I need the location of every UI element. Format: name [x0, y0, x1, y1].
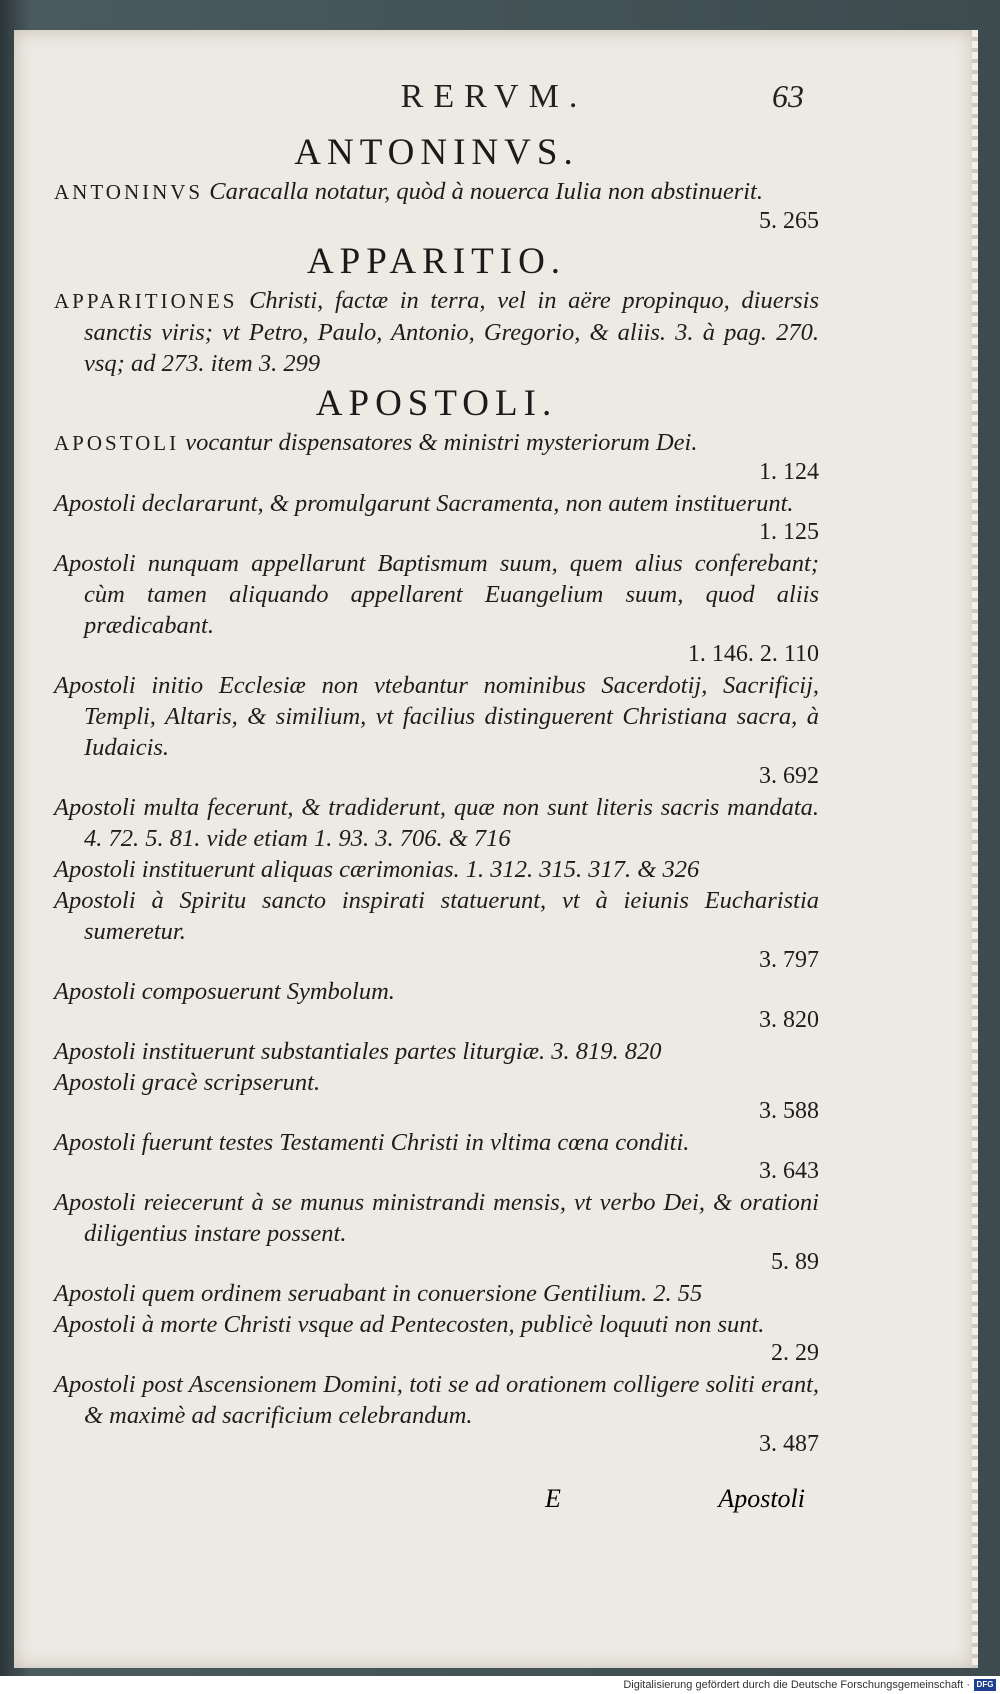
index-entry — [54, 548, 819, 670]
index-entry — [54, 1278, 819, 1309]
section-heading: ANTONINVS. — [294, 132, 579, 173]
entry-reference: 1. 124 — [759, 459, 819, 485]
index-entry — [54, 427, 819, 488]
entry-reference: 2. 29 — [771, 1340, 819, 1366]
index-entry — [54, 1187, 819, 1278]
entry-text: Apostoli à morte Christi vsque ad Pentecosten, publicè loquuti non sunt. — [54, 1311, 765, 1338]
entry-text: Christi, factæ in terra, vel in aëre propinquo, diuersis sanctis viris; vt Petro, Paulo, Antonio, Gregorio, & aliis. 3. à pag. 270. vsq; ad 273. item 3. 299 — [84, 287, 819, 377]
entry-lead: APPARITIONES — [54, 289, 238, 313]
entry-reference: 1. 146. 2. 110 — [687, 641, 819, 667]
entry-reference: 3. 820 — [759, 1007, 819, 1033]
entry-reference: 3. 692 — [759, 763, 819, 789]
book-page — [14, 30, 977, 1668]
entry-reference: 3. 487 — [759, 1431, 819, 1457]
entry-reference: 3. 588 — [759, 1098, 819, 1124]
index-entry — [54, 885, 819, 976]
catchline — [40, 1484, 805, 1524]
entry-reference: 3. 797 — [759, 947, 819, 973]
index-content — [54, 128, 819, 1460]
footer-strip — [0, 1676, 1000, 1694]
entry-text: Apostoli instituerunt substantiales partes liturgiæ. 3. 819. 820 — [54, 1038, 662, 1065]
entry-text: Caracalla notatur, quòd à nouerca Iulia non abstinuerit. — [203, 178, 763, 205]
entry-reference: 5. 265 — [759, 208, 819, 234]
entry-text: Apostoli multa fecerunt, & tradiderunt, quæ non sunt literis sacris mandata. 4. 72. 5. 81. vide etiam 1. 93. 3. 706. & 716 — [54, 794, 819, 852]
index-entry — [54, 1067, 819, 1127]
entry-lead: APOSTOLI — [54, 431, 180, 455]
index-entry — [54, 488, 819, 548]
entry-text: vocantur dispensatores & ministri mysteriorum Dei. — [179, 429, 698, 456]
section-heading: APOSTOLI. — [315, 383, 558, 424]
index-entry — [54, 1309, 819, 1369]
entry-text: Apostoli initio Ecclesiæ non vtebantur nominibus Sacerdotij, Sacrificij, Templi, Altaris, & similium, vt facilius distinguerent Christiana sacra, à Iudaicis. — [54, 672, 819, 761]
running-head: RERVM. — [400, 78, 588, 115]
entry-text: Apostoli instituerunt aliquas cærimonias. 1. 312. 315. 317. & 326 — [54, 856, 700, 883]
entry-text: Apostoli gracè scripserunt. — [54, 1069, 321, 1096]
index-entry — [54, 792, 819, 854]
index-entry — [54, 670, 819, 792]
entry-reference: 3. 643 — [759, 1158, 819, 1184]
entry-text: Apostoli declararunt, & promulgarunt Sacramenta, non autem instituerunt. — [54, 490, 794, 517]
entry-text: Apostoli nunquam appellarunt Baptismum suum, quem alius conferebant; cùm tamen aliquando appellarent Euangelium suum, quod aliis prædicabant. — [54, 550, 819, 639]
entry-reference: 1. 125 — [759, 519, 819, 545]
entry-text: Apostoli reiecerunt à se munus ministrandi mensis, vt verbo Dei, & orationi diligentius instare possent. — [54, 1189, 819, 1247]
index-entry — [54, 1127, 819, 1187]
entry-lead: ANTONINVS — [54, 180, 204, 204]
index-entry — [54, 176, 819, 237]
entry-text: Apostoli à Spiritu sancto inspirati statuerunt, vt à ieiunis Eucharistia sumeretur. — [54, 887, 819, 945]
index-entry — [54, 976, 819, 1036]
index-entry — [54, 854, 819, 885]
entry-text: Apostoli fuerunt testes Testamenti Christi in vltima cœna conditi. — [54, 1129, 690, 1156]
entry-reference: 5. 89 — [771, 1249, 819, 1275]
dfg-logo: DFG — [974, 1679, 996, 1691]
entry-text: Apostoli post Ascensionem Domini, toti se ad orationem colligere soliti erant, & maximè ad sacrificium celebrandum. — [54, 1371, 819, 1429]
signature-mark: E — [545, 1484, 561, 1513]
index-entry — [54, 1369, 819, 1460]
entry-text: Apostoli quem ordinem seruabant in conuersione Gentilium. 2. 55 — [54, 1280, 703, 1307]
page-number: 63 — [772, 78, 804, 114]
catchword: Apostoli — [718, 1484, 805, 1513]
entry-text: Apostoli composuerunt Symbolum. — [54, 978, 395, 1005]
section-heading: APPARITIO. — [306, 241, 567, 282]
index-entry — [54, 1036, 819, 1067]
index-entry — [54, 285, 819, 379]
digitization-credit: Digitalisierung gefördert durch die Deutsche Forschungsgemeinschaft · — [623, 1679, 970, 1691]
